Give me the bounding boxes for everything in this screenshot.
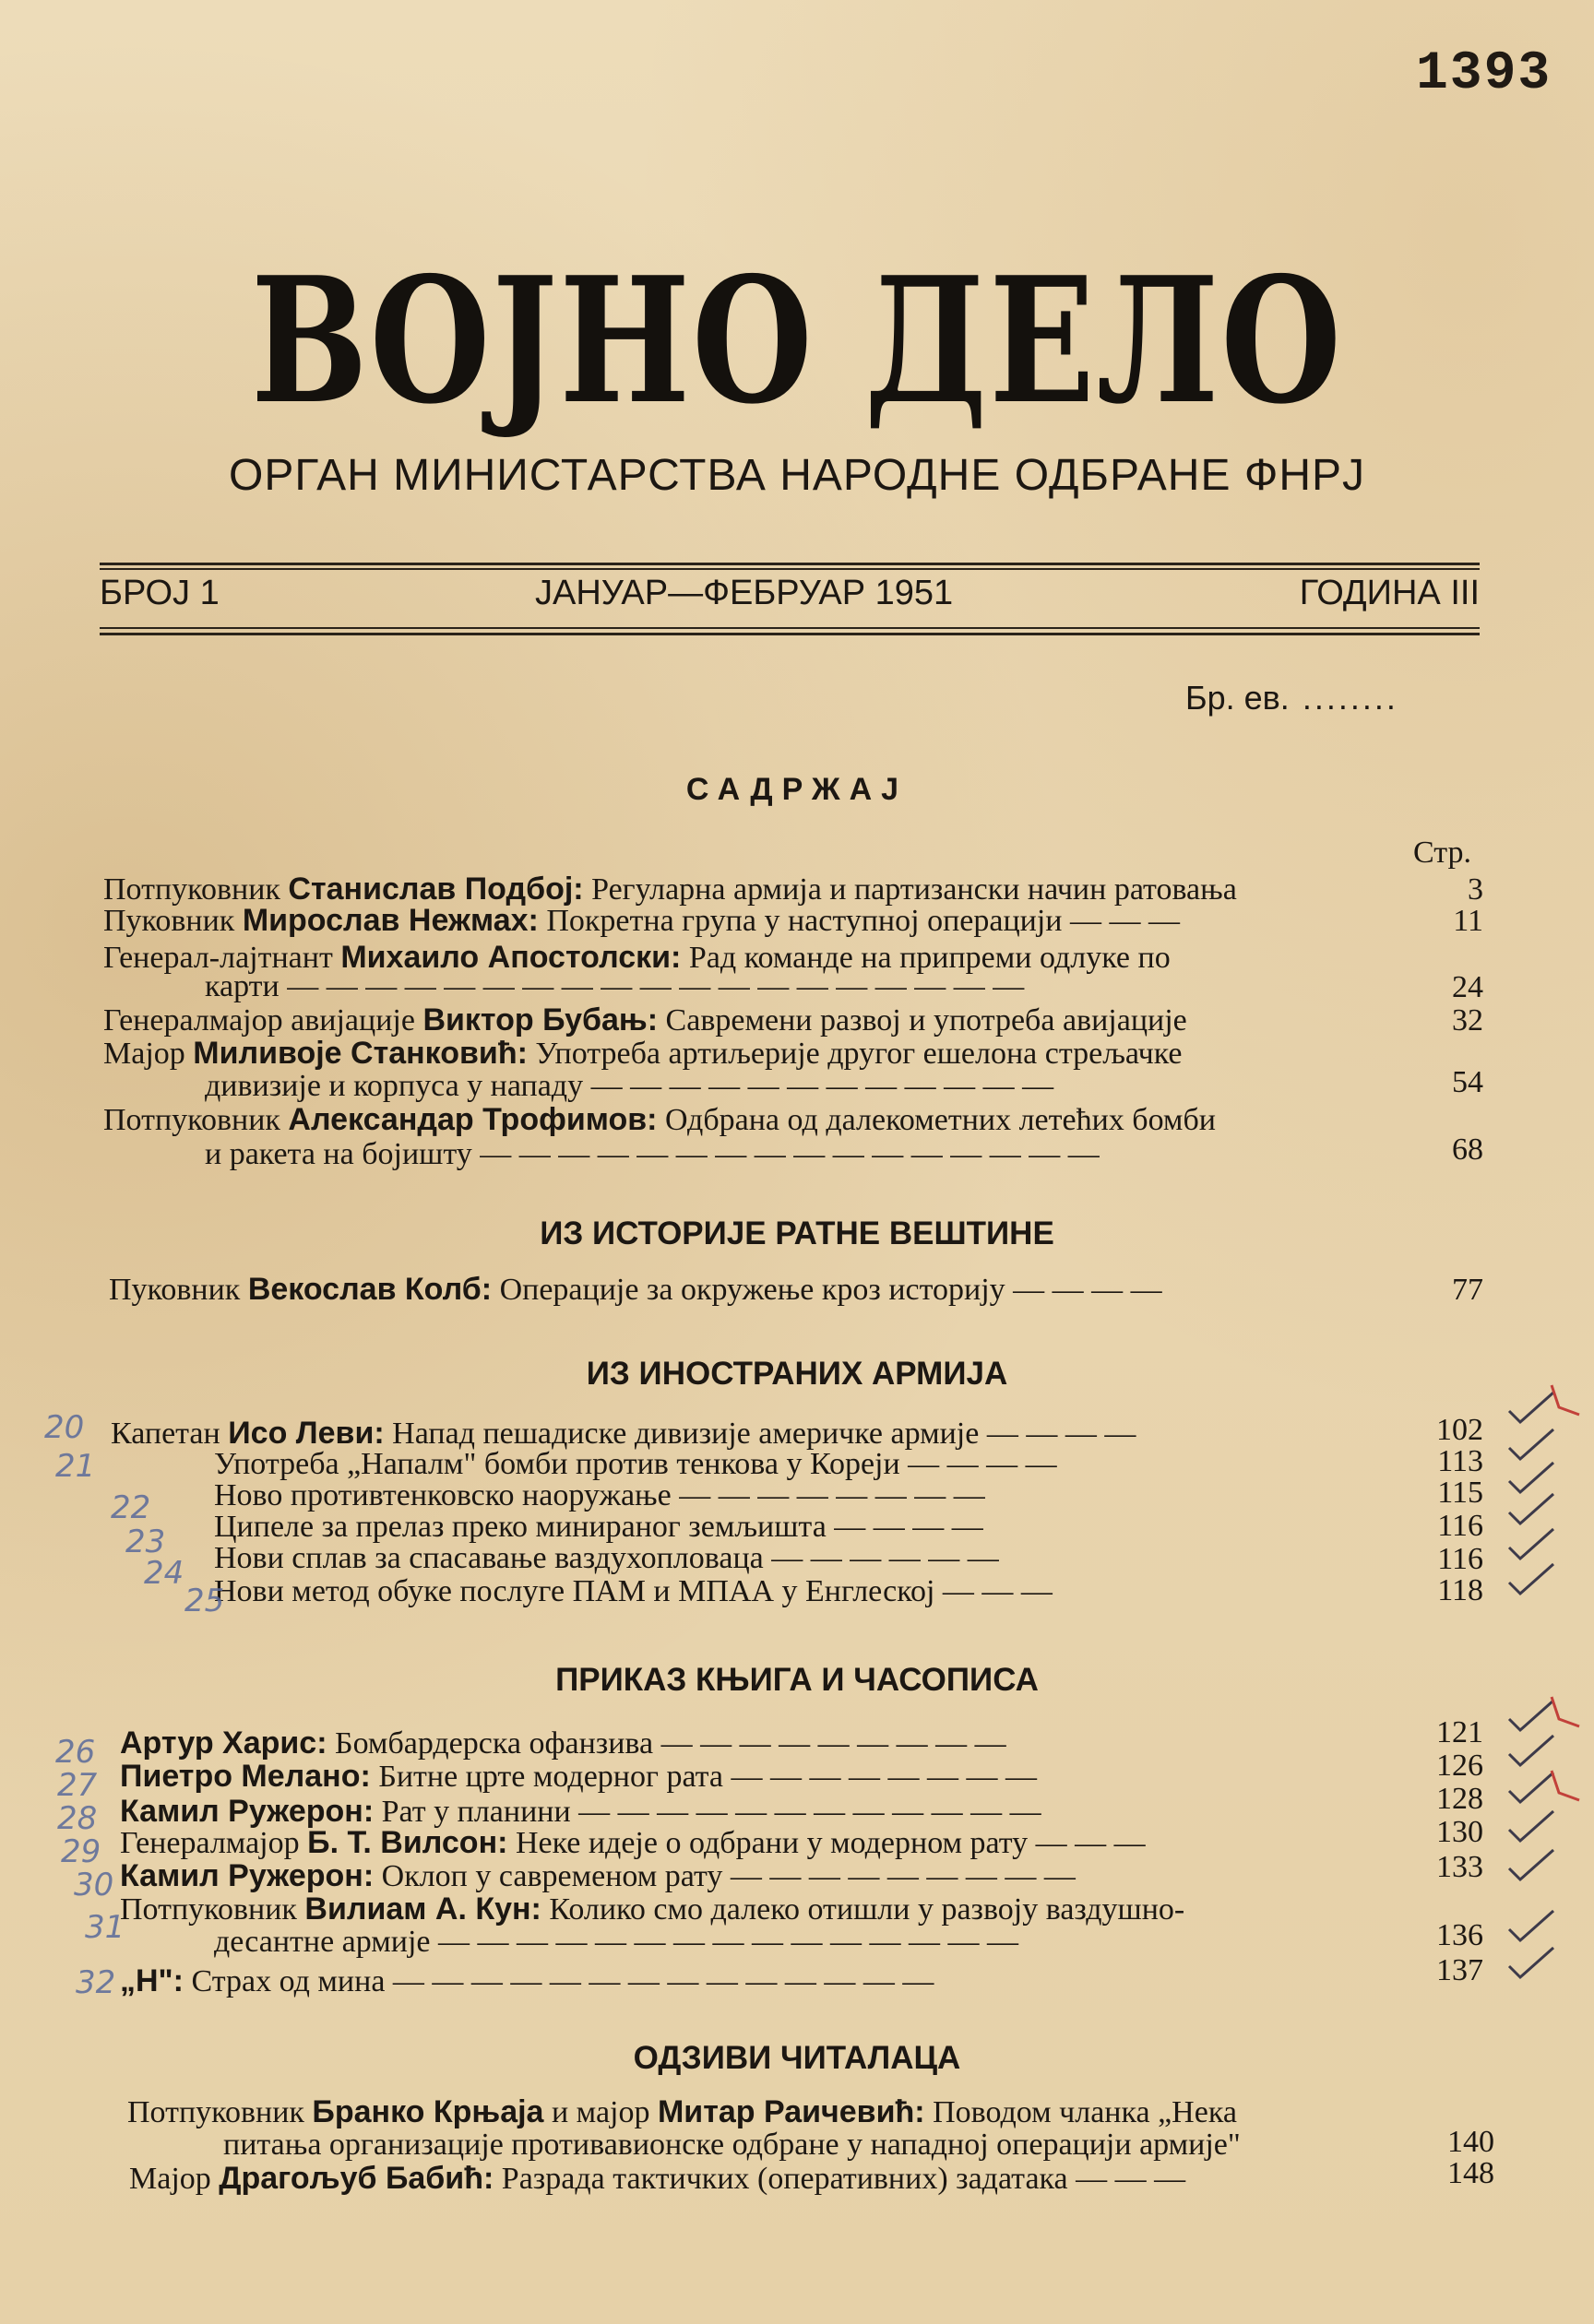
issue-info-row [100, 574, 1480, 620]
section-heading: ПРИКАЗ КЊИГА И ЧАСОПИСА [555, 1662, 1039, 1698]
entry-author: Митар Раичевић: [657, 2094, 925, 2129]
pencil-mark: 32 [76, 1964, 116, 2001]
registration-blank: ........ [1302, 679, 1398, 717]
toc-entry [120, 1892, 1184, 1927]
check-mark-icon [1505, 1562, 1557, 1599]
entry-title: Бомбардерска офанзива — — — — — — — — — [335, 1726, 1006, 1761]
entry-author: Артур Харис: [120, 1725, 327, 1761]
registration-label: Бр. ев. [1185, 679, 1290, 717]
toc-entry [103, 1003, 1187, 1038]
section-heading: ИЗ ИСТОРИЈЕ РАТНЕ ВЕШТИНЕ [540, 1215, 1054, 1251]
pencil-mark: 25 [184, 1583, 225, 1619]
toc-entry: Ново противтенковско наоружање — — — — — — — — [214, 1478, 985, 1512]
issue-number: БРОЈ 1 [100, 574, 220, 612]
entry-page: 137 [1436, 1953, 1483, 1987]
toc-entry: Нови метод обуке послуге ПАМ и МПАА у Енглеској — — — [214, 1574, 1053, 1608]
entry-page: 113 [1437, 1444, 1483, 1478]
rule-top [100, 563, 1480, 565]
toc-entry [111, 1417, 1136, 1451]
entry-page: 126 [1436, 1749, 1483, 1783]
rule-bottom [100, 627, 1480, 629]
toc-entry [120, 1859, 1076, 1893]
toc-entry: Нови сплав за спасавање ваздухопловаца — — — — — — [214, 1541, 999, 1575]
registration-field [1185, 679, 1398, 717]
toc-entry [103, 904, 1180, 938]
entry-title-continuation: карти — — — — — — — — — — — — — — — — — — — [205, 969, 1025, 1003]
pencil-mark: 28 [57, 1800, 98, 1837]
entry-title: Савремени развој и употреба авијације [665, 1003, 1187, 1038]
toc-entry: Ципеле за прелаз преко минираног земљишта — — — — [214, 1510, 983, 1544]
entry-page: 115 [1437, 1476, 1483, 1510]
entry-rank: Пуковник [103, 904, 235, 938]
entry-rank: Генералмајор [120, 1826, 300, 1860]
entry-author: Пиетро Мелано: [120, 1759, 371, 1794]
entry-rank: Мајор [103, 1037, 185, 1071]
masthead-title: ВОЈНО ДЕЛО [250, 240, 1344, 443]
entry-author: Исо Леви: [228, 1416, 385, 1451]
entry-title: Поводом чланка „Нека [933, 2095, 1237, 2129]
entry-page: 102 [1436, 1413, 1483, 1447]
entry-title: Рад команде на припреми одлуке по [688, 941, 1171, 975]
entry-page: 11 [1453, 904, 1483, 938]
entry-title: Битне црте модерног рата — — — — — — — — [378, 1760, 1038, 1794]
toc-entry [129, 2162, 1185, 2196]
pencil-mark: 27 [57, 1767, 98, 1804]
entry-title-continuation: и ракета на бојишту — — — — — — — — — — — — — — — — [205, 1137, 1100, 1171]
toc-entry: Употреба „Напалм" бомби против тенкова у Кореји — — — — [214, 1447, 1057, 1481]
pencil-mark: 23 [125, 1524, 166, 1560]
entry-author: Драгољуб Бабић: [219, 2161, 494, 2196]
entry-rank: Капетан [111, 1417, 220, 1451]
entry-title: Регуларна армија и партизански начин ратовања [591, 872, 1237, 907]
entry-rank: Мајор [129, 2162, 211, 2196]
check-mark-icon [1505, 1848, 1557, 1885]
entry-page: 133 [1436, 1850, 1483, 1884]
red-check-mark-icon [1546, 1767, 1583, 1804]
entry-author: Камил Ружерон: [120, 1858, 375, 1893]
entry-page: 130 [1436, 1815, 1483, 1849]
entry-author: Миливоје Станковић: [193, 1036, 528, 1071]
entry-rank: Потпуковник [103, 1103, 280, 1137]
entry-author: „Н": [120, 1963, 184, 1998]
entry-author: Камил Ружерон: [120, 1794, 375, 1829]
toc-entry [103, 872, 1237, 907]
entry-title: Одбрана од далекометних летећих бомби [664, 1103, 1216, 1137]
entry-title: Страх од мина — — — — — — — — — — — — — — [191, 1964, 934, 1998]
check-mark-icon [1505, 1527, 1557, 1564]
entry-page: 136 [1436, 1918, 1483, 1952]
entry-page: 3 [1468, 872, 1483, 907]
toc-entry [109, 1273, 1162, 1307]
rule-top-inner [100, 568, 1480, 570]
entry-title-continuation: дивизије и корпуса у нападу — — — — — — — — — — — — [205, 1069, 1054, 1103]
rule-bottom-inner [100, 633, 1480, 635]
pencil-mark: 21 [55, 1448, 96, 1485]
entry-page: 68 [1452, 1132, 1483, 1167]
entry-page: 54 [1452, 1065, 1483, 1099]
check-mark-icon [1505, 1809, 1557, 1846]
entry-title: Колико смо далеко отишли у развоју ваздушно- [549, 1892, 1185, 1927]
toc-entry [120, 1826, 1146, 1860]
toc-entry [103, 1037, 1183, 1071]
entry-title: Разрада тактичких (оперативних) задатака — — — [501, 2162, 1186, 2196]
check-mark-icon [1505, 1909, 1557, 1946]
issue-date: ЈАНУАР—ФЕБРУАР 1951 [535, 574, 954, 612]
entry-title: Операције за окружење кроз историју — — — — [499, 1273, 1162, 1307]
entry-page: 32 [1452, 1003, 1483, 1038]
entry-page: 77 [1452, 1273, 1483, 1307]
entry-connector: и мајор [551, 2095, 650, 2129]
page-column-label: Стр. [1413, 836, 1472, 870]
entry-author: Станислав Подбој: [288, 872, 584, 907]
check-mark-icon [1505, 1946, 1557, 1983]
toc-entry [120, 1964, 934, 1998]
entry-page: 148 [1447, 2156, 1494, 2190]
toc-entry [127, 2095, 1237, 2129]
toc-entry [120, 1795, 1041, 1829]
entry-page: 121 [1436, 1715, 1483, 1749]
toc-entry [120, 1726, 1006, 1761]
entry-title: Неке идеје о одбрани у модерном рату — — — [515, 1826, 1146, 1860]
entry-rank: Потпуковник [120, 1892, 297, 1927]
toc-entry [103, 1103, 1216, 1137]
entry-page: 24 [1452, 970, 1483, 1004]
toc-heading: САДРЖАЈ [685, 772, 909, 807]
entry-title: Напад пешадиске дивизије америчке армије — — — — [392, 1417, 1136, 1451]
pencil-mark: 26 [55, 1734, 96, 1771]
check-mark-icon [1505, 1492, 1557, 1529]
pencil-mark: 24 [144, 1555, 184, 1592]
entry-page: 140 [1447, 2125, 1494, 2159]
pencil-mark: 29 [61, 1833, 101, 1870]
entry-page: 118 [1437, 1573, 1483, 1607]
pencil-mark: 22 [111, 1489, 151, 1526]
pencil-mark: 30 [74, 1867, 114, 1903]
entry-title: Покретна група у наступној операцији — — — [546, 904, 1180, 938]
section-heading: ИЗ ИНОСТРАНИХ АРМИЈА [586, 1356, 1008, 1392]
entry-rank: Потпуковник [127, 2095, 304, 2129]
entry-author: Б. Т. Вилсон: [307, 1825, 508, 1860]
entry-author: Вилиам А. Кун: [304, 1891, 541, 1927]
archive-stamp-number: 1393 [1416, 44, 1552, 104]
entry-title-continuation: питања организације противавионске одбране у нападној операцији армије" [223, 2128, 1241, 2162]
entry-author: Виктор Бубањ: [422, 1002, 659, 1038]
entry-page: 128 [1436, 1782, 1483, 1816]
red-check-mark-icon [1546, 1381, 1583, 1418]
check-mark-icon [1505, 1428, 1557, 1464]
entry-rank: Потпуковник [103, 872, 280, 907]
entry-title-continuation: десантне армије — — — — — — — — — — — — — — — [214, 1925, 1018, 1959]
entry-rank: Пуковник [109, 1273, 241, 1307]
entry-author: Михаило Апостолски: [340, 940, 682, 975]
entry-author: Векослав Колб: [247, 1272, 493, 1307]
red-check-mark-icon [1546, 1693, 1583, 1730]
issue-year: ГОДИНА III [1299, 574, 1480, 612]
entry-author: Мирослав Нежмах: [242, 903, 539, 938]
entry-title: Употреба артиљерије другог ешелона стрељачке [535, 1037, 1183, 1071]
section-heading: ОДЗИВИ ЧИТАЛАЦА [633, 2040, 961, 2076]
entry-page: 116 [1437, 1542, 1483, 1576]
entry-title: Оклоп у савременом рату — — — — — — — — — [381, 1859, 1076, 1893]
toc-entry [120, 1760, 1037, 1794]
entry-author: Александар Трофимов: [288, 1102, 658, 1137]
check-mark-icon [1505, 1734, 1557, 1771]
entry-page: 116 [1437, 1509, 1483, 1543]
entry-title: Рат у планини — — — — — — — — — — — — [381, 1795, 1041, 1829]
entry-rank: Генерал-лајтнант [103, 941, 333, 975]
entry-author: Бранко Крњаја [312, 2094, 544, 2129]
pencil-mark: 31 [85, 1909, 125, 1946]
entry-rank: Генералмајор авијације [103, 1003, 415, 1038]
pencil-mark: 20 [44, 1409, 85, 1446]
masthead-subtitle: ОРГАН МИНИСТАРСТВА НАРОДНЕ ОДБРАНЕ ФНРЈ [229, 451, 1365, 500]
